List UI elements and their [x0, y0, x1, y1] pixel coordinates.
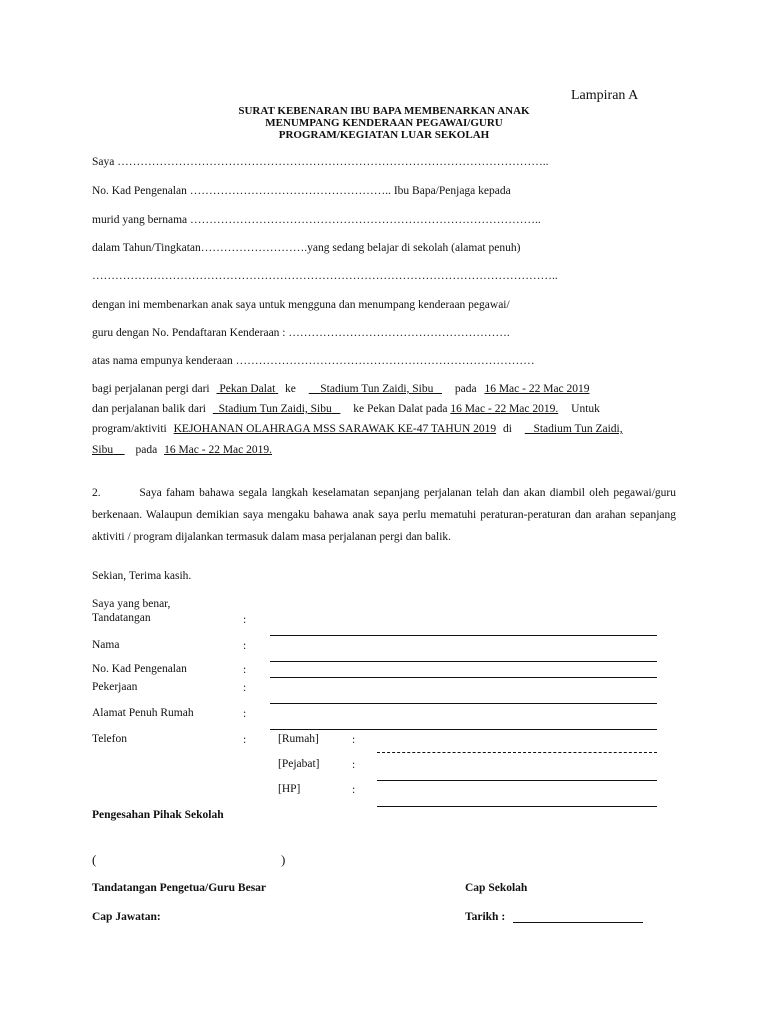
telefon-label: Telefon: [92, 733, 127, 745]
line-kad-pengenalan: No. Kad Pengenalan …………………………………………….. Ibu Bapa/Penjaga kepada: [92, 185, 511, 197]
paren-open: (: [92, 852, 97, 867]
date-go: 16 Mac - 22 Mac 2019: [484, 383, 590, 395]
to-place: Stadium Tun Zaidi, Sibu: [320, 383, 434, 395]
line-dengan: dengan ini membenarkan anak saya untuk mengguna dan menumpang kenderaan pegawai/: [92, 299, 510, 311]
cap-jawatan-label: Cap Jawatan:: [92, 911, 161, 923]
line-bagi-perjalanan: [92, 382, 590, 396]
pada-label: pada: [454, 383, 477, 395]
date-program: 16 Mac - 22 Mac 2019.: [164, 444, 273, 456]
from-place: Pekan Dalat: [219, 383, 276, 395]
pejabat-colon: :: [352, 759, 356, 771]
kad-pengenalan-line[interactable]: [270, 677, 657, 678]
tandatangan-pengetua-label: Tandatangan Pengetua/Guru Besar: [92, 882, 267, 894]
pejabat-label: [Pejabat]: [278, 758, 320, 770]
paren-close: ): [281, 852, 286, 867]
program-name: KEJOHANAN OLAHRAGA MSS SARAWAK KE-47 TAHUN 2019: [173, 423, 497, 435]
paragraph-2-text: Saya faham bahawa segala langkah keselamatan sepanjang perjalanan telah dan akan diambil oleh pegawai/guru berkenaan. Walaupun demikian saya mengaku bahawa anak saya perlu mematuhi peraturan-peraturan dan arahan sepanjang aktiviti / program dijalankan termasuk dalam masa perjalanan pergi dan balik.: [92, 487, 676, 543]
di-label: di: [503, 423, 512, 435]
hp-label: [HP]: [278, 783, 301, 795]
nama-label: Nama: [92, 639, 120, 651]
line-sibu: [92, 443, 272, 457]
hp-phone-line[interactable]: [377, 806, 657, 807]
venue-b: Sibu: [92, 444, 114, 456]
line-atas-nama: atas nama empunya kenderaan ……………………………………………………………………: [92, 355, 535, 367]
date-return: 16 Mac - 22 Mac 2019.: [450, 403, 559, 415]
tarikh-label: Tarikh :: [465, 911, 506, 923]
pekerjaan-colon: :: [243, 682, 247, 694]
bagi-label: bagi perjalanan pergi dari: [92, 383, 210, 395]
venue-a: Stadium Tun Zaidi,: [533, 423, 623, 435]
line-guru: guru dengan No. Pendaftaran Kenderaan : ………………………………………………….: [92, 327, 510, 339]
yang-benar-text: Saya yang benar,: [92, 598, 171, 610]
line-alamat: …………………………………………………………………………………………………………..: [92, 270, 558, 282]
alamat-rumah-label: Alamat Penuh Rumah: [92, 707, 194, 719]
line-tahun: dalam Tahun/Tingkatan……………………….yang sedang belajar di sekolah (alamat penuh): [92, 242, 521, 254]
ke-label: ke: [285, 383, 296, 395]
pengesahan-heading: Pengesahan Pihak Sekolah: [92, 809, 224, 821]
title-line-1: SURAT KEBENARAN IBU BAPA MEMBENARKAN ANAK: [238, 105, 530, 117]
telefon-colon: :: [243, 734, 247, 746]
hp-colon: :: [352, 784, 356, 796]
pada-prog-label: pada: [135, 444, 158, 456]
alamat-rumah-line[interactable]: [270, 729, 657, 730]
line-murid: murid yang bernama ………………………………………………………………………………..: [92, 214, 541, 226]
tandatangan-line[interactable]: [270, 635, 657, 636]
program-label: program/aktiviti: [92, 423, 167, 435]
title-line-2: MENUMPANG KENDERAAN PEGAWAI/GURU: [265, 117, 503, 129]
alamat-rumah-colon: :: [243, 708, 247, 720]
line-perjalanan-balik: [92, 402, 600, 416]
closing-text: Sekian, Terima kasih.: [92, 570, 192, 582]
return-from: Stadium Tun Zaidi, Sibu: [218, 403, 332, 415]
tandatangan-label: Tandatangan: [92, 612, 151, 624]
tarikh-line[interactable]: [513, 922, 643, 923]
lampiran-label: Lampiran A: [571, 88, 639, 103]
nama-colon: :: [243, 640, 247, 652]
kad-pengenalan-label: No. Kad Pengenalan: [92, 663, 187, 675]
ke-pekan-label: ke Pekan Dalat pada: [353, 403, 448, 415]
rumah-colon: :: [352, 734, 356, 746]
line-program: [92, 422, 623, 436]
paragraph-2: [92, 482, 676, 548]
tandatangan-colon: :: [243, 614, 247, 626]
paragraph-2-number: 2.: [92, 487, 101, 499]
balik-label: dan perjalanan balik dari: [92, 403, 206, 415]
title-line-3: PROGRAM/KEGIATAN LUAR SEKOLAH: [278, 129, 490, 141]
cap-sekolah-label: Cap Sekolah: [465, 882, 528, 894]
pejabat-phone-line[interactable]: [377, 780, 657, 781]
pekerjaan-line[interactable]: [270, 703, 657, 704]
line-saya: Saya …………………………………………………………………………………………………..: [92, 156, 549, 168]
pekerjaan-label: Pekerjaan: [92, 681, 138, 693]
kad-pengenalan-colon: :: [243, 664, 247, 676]
nama-line[interactable]: [270, 661, 657, 662]
untuk-label: Untuk: [571, 403, 600, 415]
rumah-label: [Rumah]: [278, 733, 319, 745]
rumah-phone-line[interactable]: [377, 752, 657, 753]
